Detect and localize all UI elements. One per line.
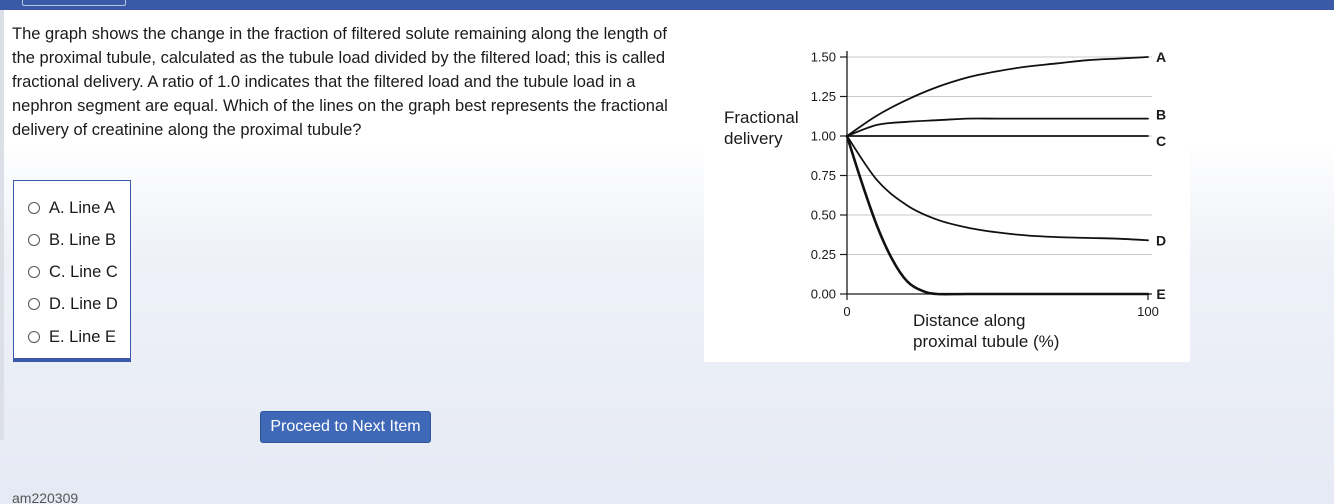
x-tick-label-100: 100 [1137,304,1159,319]
radio-button-b[interactable] [28,234,40,246]
series-label-c: C [1155,133,1167,149]
item-id: am220309 [12,490,79,504]
choice-d[interactable] [28,293,118,315]
choice-d-label: D. Line D [49,294,118,313]
choice-c[interactable] [28,261,118,283]
choice-a[interactable] [28,197,115,219]
radio-button-e[interactable] [28,331,40,343]
toolbar-button-stub[interactable] [22,0,126,6]
y-tick-label-1.25: 1.25 [810,89,836,104]
x-axis-title-line1: Distance along [913,311,1026,330]
chart-svg [704,28,1190,362]
radio-button-a[interactable] [28,202,40,214]
y-tick-label-0.00: 0.00 [810,286,836,302]
series-line-b [847,119,1148,136]
choice-c-label: C. Line C [49,262,118,281]
question-stem: The graph shows the change in the fraction of filtered solute remaining along the length of the proximal tubule, calculated as the tubule load divided by the filtered load; this is called fractional delivery. A ratio of 1.0 indicates that the filtered load and the tubule load in a nephron segment are equal. Which of the lines on the graph best represents the fractional delivery of creatinine along the proximal tubule? [12,25,668,139]
top-toolbar [0,0,1334,10]
x-axis-title-line2: proximal tubule (%) [913,332,1060,351]
left-edge-divider [0,10,4,440]
proceed-to-next-item-button[interactable]: Proceed to Next Item [260,411,431,443]
choice-e[interactable] [28,326,116,348]
y-tick-label-0.50: 0.50 [810,207,836,223]
series-line-d [847,136,1148,240]
answer-choices-box [13,180,131,362]
y-tick-label-1.50: 1.50 [810,49,836,65]
series-label-e: E [1156,286,1166,302]
choice-b[interactable] [28,229,116,251]
choice-b-label: B. Line B [49,230,116,249]
y-tick-label-0.75: 0.75 [810,168,836,183]
grid-lines [847,57,1152,255]
y-tick-label-0.25: 0.25 [810,247,836,262]
y-axis-title-line2: delivery [724,129,783,148]
radio-button-c[interactable] [28,266,40,278]
fractional-delivery-graph [704,28,1190,362]
series-label-d: D [1155,232,1167,249]
series-label-b: B [1155,106,1167,123]
choice-e-label: E. Line E [49,327,116,346]
choice-a-label: A. Line A [49,198,116,217]
series-label-a: A [1155,49,1167,65]
x-tick-label-0: 0 [843,304,851,319]
series-labels [1156,49,1166,302]
y-tick-label-1.00: 1.00 [810,128,836,144]
y-axis-title-line1: Fractional [724,108,799,127]
radio-button-d[interactable] [28,298,40,310]
